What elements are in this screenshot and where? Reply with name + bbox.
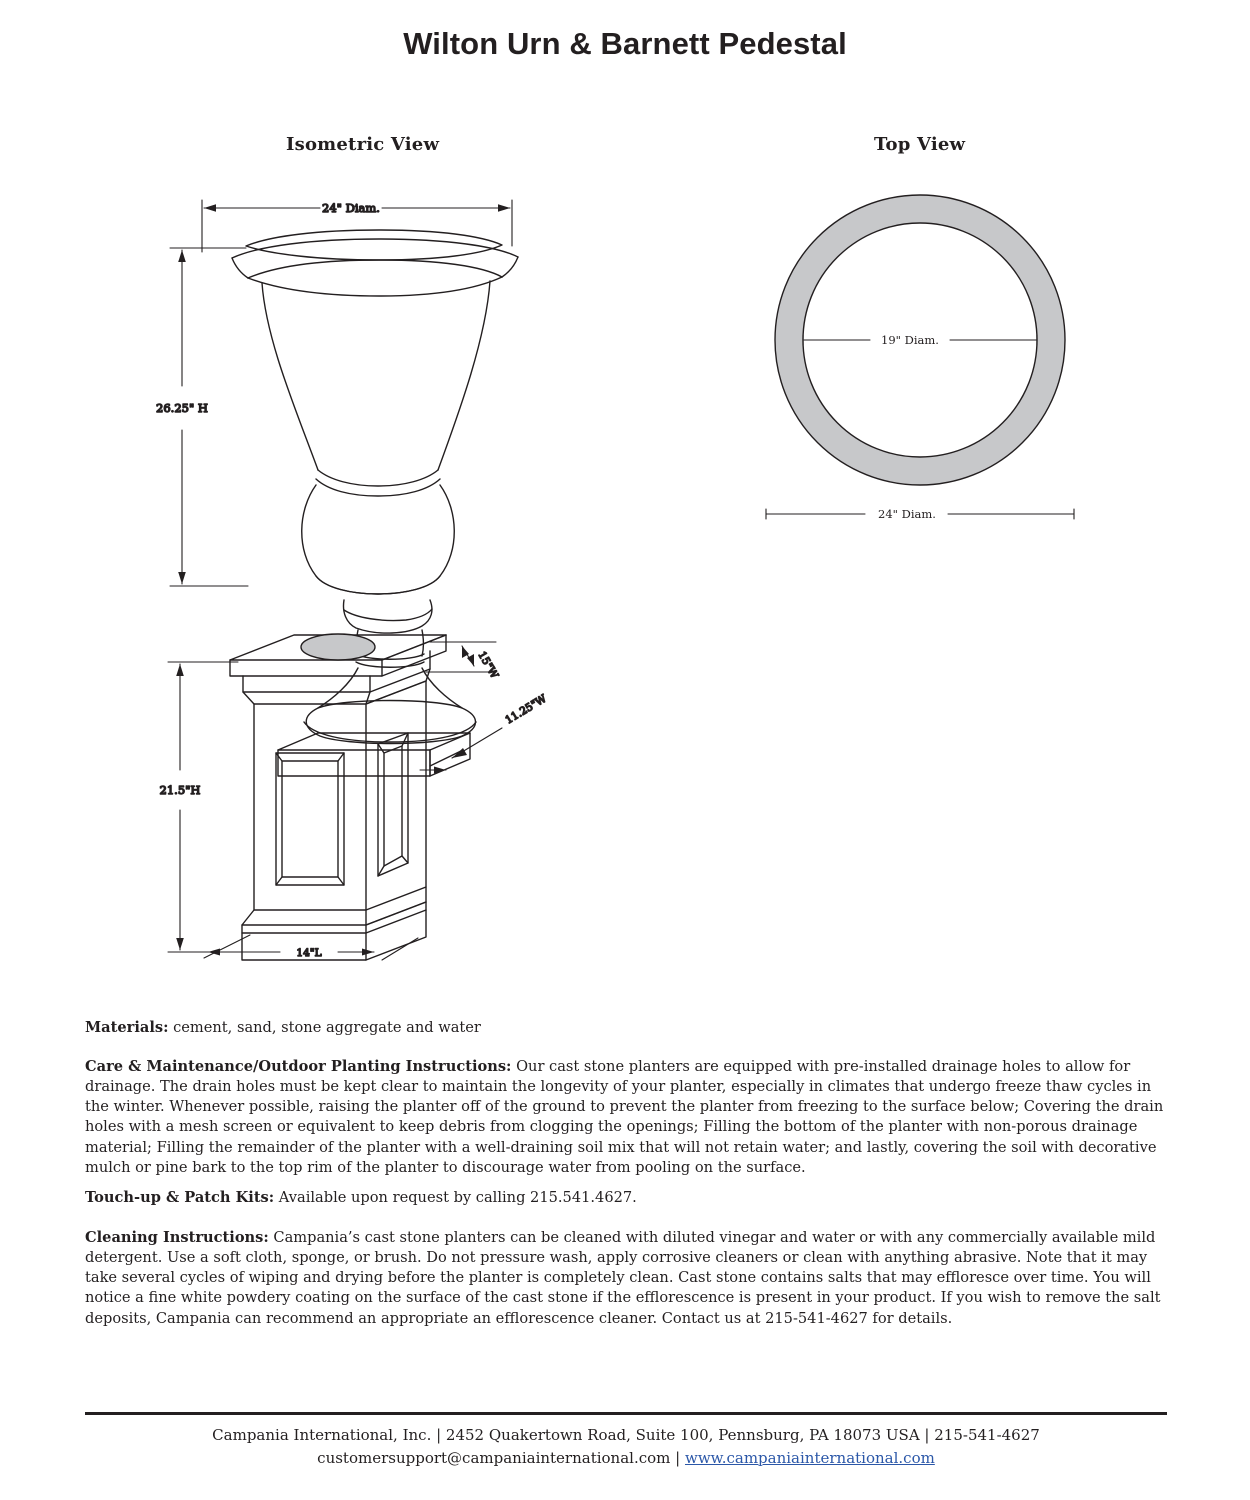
urn-belly [302,485,455,594]
urn-height-label: 26.25" H [156,401,208,415]
pedestal-front-panel [276,750,344,885]
materials-section [85,1018,1167,1038]
urn-top-view-drawing [740,180,1100,540]
pedestal-width-label: 15"W [475,649,501,681]
isometric-view-caption: Isometric View [286,134,440,155]
footer-email: customersupport@campaniainternational.com [317,1448,671,1467]
care-maintenance-section [85,1057,1167,1178]
pedestal-height-dimension [168,662,238,952]
cleaning-label: Cleaning Instructions: [85,1229,269,1246]
pedestal-length-label: 14"L [296,947,322,959]
top-view-inner-diameter-label: 19" Diam. [881,333,939,347]
footer-divider [85,1412,1167,1415]
footer [85,1412,1167,1469]
footer-address-line: Campania International, Inc. | 2452 Quakertown Road, Suite 100, Pennsburg, PA 18073 USA | 215-541-4627 [212,1426,1040,1444]
footer-contact-line [85,1447,1167,1470]
urn-bowl [262,281,490,496]
pedestal-isometric-drawing [130,620,560,990]
cleaning-text: Campania’s cast stone planters can be cleaned with diluted vinegar and water or with any commercially available mild detergent. Use a soft cloth, sponge, or brush. Do not pressure wash, apply corrosive cleaners or clean with anything abrasive. Note that it may take several cycles of wiping and drying before the planter is completely clean. Cast stone contains salts that may effloresce over time. You will notice a fine white powdery coating on the surface of the cast stone if the efflorescence is present in your product. If you wish to remove the salt deposits, Campania can recommend an appropriate an efflorescence cleaner. Contact us at 215-541-4627 for details. [85,1229,1161,1327]
materials-text: cement, sand, stone aggregate and water [168,1019,481,1036]
page-title: Wilton Urn & Barnett Pedestal [403,26,847,61]
top-view-outer-diameter-label: 24" Diam. [878,507,936,521]
pedestal-height-label: 21.5"H [159,783,201,797]
top-view-caption: Top View [874,134,966,155]
touchup-text: Available upon request by calling 215.541.4627. [274,1189,637,1206]
care-label: Care & Maintenance/Outdoor Planting Instructions: [85,1058,512,1075]
materials-label: Materials: [85,1019,169,1036]
care-text: Our cast stone planters are equipped with pre-installed drainage holes to allow for drainage. The drain holes must be kept clear to maintain the longevity of your planter, especially in climates that undergo freeze thaw cycles in the winter. Whenever possible, raising the planter off of the ground to prevent the planter from freezing to the surface below; Covering the drain holes with a mesh screen or equivalent to keep debris from clogging the openings; Filling the bottom of the planter with non-porous drainage material; Filling the remainder of the planter with a well-draining soil mix that will not retain water; and lastly, covering the soil with decorative mulch or pine bark to the top rim of the planter to discourage water from pooling on the surface. [85,1058,1164,1176]
urn-base-width-label: 11.25"W [503,692,549,727]
pedestal-drain-hole [301,634,375,660]
pedestal-shaft [254,681,426,910]
touchup-label: Touch-up & Patch Kits: [85,1189,275,1206]
footer-separator: | [670,1448,685,1467]
footer-website-link[interactable]: www.campaniainternational.com [684,1448,935,1467]
cleaning-instructions-section [85,1228,1167,1329]
pedestal-side-panel [378,733,408,876]
urn-rim [232,230,518,296]
touchup-patch-kits-section [85,1188,1167,1208]
urn-top-diameter-label: 24" Diam. [322,201,380,215]
urn-height-dimension [170,248,248,586]
